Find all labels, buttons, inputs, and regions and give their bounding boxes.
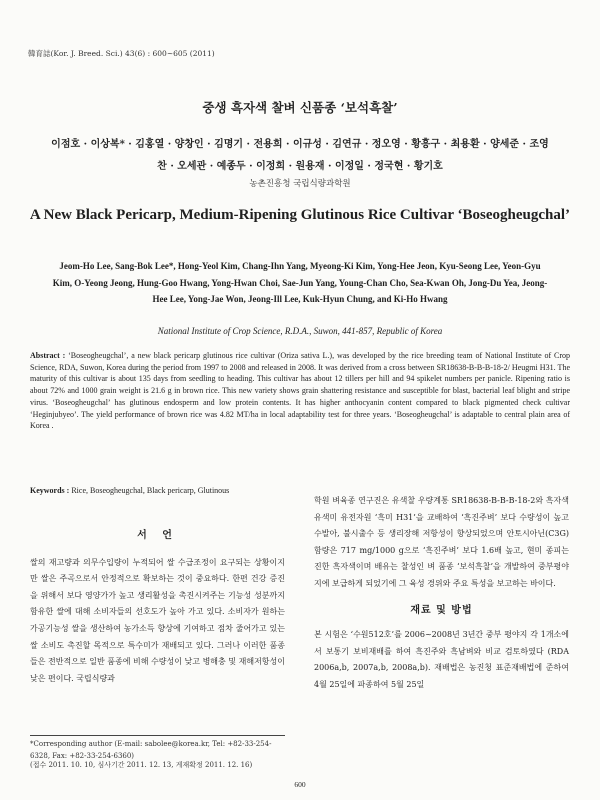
- received-dates: (접수 2011. 10. 10, 심사기간 2011. 12. 13, 게재확정 2011. 12. 16): [30, 761, 253, 769]
- journal-reference: 韓育誌(Kor. J. Breed. Sci.) 43(6) : 600~605 (2011): [28, 49, 215, 58]
- english-authors: Jeom-Ho Lee, Sang-Bok Lee*, Hong-Yeol Kim, Chang-Ihn Yang, Myeong-Ki Kim, Yong-Hee Jeon, Kyu-Seong Lee, Yeon-Gyu Kim, O-Yeong Jeong, Hung-Goo Hwang, Yong-Hwan Choi, Sae-Jun Yang, Young-Chan Cho, Sea-Kwan Oh, Jong-Du Yea, Jeong-Hee Lee, Yong-Jae Won, Jeong-Ill Lee, Kuk-Hyun Chung, and Ki-Ho Hwang: [52, 261, 548, 304]
- footnote-rule: [30, 735, 285, 736]
- korean-title: 중생 흑자색 찰벼 신품종 ‘보석흑찰’: [202, 100, 398, 115]
- page-number: 600: [294, 780, 306, 789]
- left-column: [30, 528, 285, 687]
- corresponding-author-footnote: *Corresponding author (E-mail: sabolee@korea.kr, Tel: +82-33-254-6328, Fax: +82-33-254-6360): [30, 740, 272, 760]
- right-column: [314, 493, 569, 694]
- intro-heading: 서 언: [137, 530, 178, 541]
- abstract-label: Abstract :: [30, 351, 66, 360]
- korean-authors: 이점호 · 이상복* · 김홍열 · 양창인 · 김명기 · 전용희 · 이규성 · 김연규 · 정오영 · 황흥구 · 최용환 · 양세준 · 조영찬 · 오세관 · 예종두 · 이정희 · 원용재 · 이정일 · 정국현 · 황기호: [51, 139, 549, 172]
- abstract: [30, 350, 570, 432]
- abstract-text: ‘Boseogheugchal’, a new black pericarp glutinous rice cultivar (Oriza sativa L.), was developed by the rice breeding team of National Institute of Crop Science, RDA, Suwon, Korea during the period from 1997 to 2008 and released in 2008. It was derived from a cross between SR18638-B-B-B-18-2/ Heugmi H31. The maturity of this cultivar is about 135 days from seedling to heading. This cultivar has about 12 tillers per hill and 94 spikelet numbers per panicle. Ripening ratio is about 72% and 1000 grain weight is 21.6 g in brown rice. This new variety shows grain shattering resistance and susceptible for blast, bacterial leaf blight and stripe virus. ‘Boseogheugchal’ has glutinous endosperm and low protein contents. It has higher anthocyanin content compared to black pigmented check cultivar ‘Heginjubyeo’. The yield performance of brown rice was 4.82 MT/ha in local adaptability test for three years. ‘Boseogheugchal’ is adaptable to central plain area of Korea .: [30, 351, 570, 431]
- intro-continued-text: 학원 벼육종 연구진은 유색찰 우량계통 SR18638-B-B-B-18-2와 흑자색 유색미 유전자원 ‘흑미 H31’을 교배하여 ‘흑진주벼’ 보다 수량성이 높고 수발아, 불시출수 등 생리장해 저항성이 향상되었으며 안토시아닌(C3G) 함량은 717 mg/1000 g으로 ‘흑진주벼’ 보다 1.6배 높고, 현미 종피는 진한 흑자색이며 배유는 찰성인 벼 품종 ‘보석흑찰’을 개발하여 중부평야지에 보급하게 되었기에 그 육성 경위와 주요 특성을 보고하는 바이다.: [314, 496, 569, 588]
- english-affiliation: National Institute of Crop Science, R.D.A., Suwon, 441-857, Republic of Korea: [157, 326, 443, 336]
- english-title: A New Black Pericarp, Medium-Ripening Glutinous Rice Cultivar ‘Boseogheugchal’: [29, 207, 571, 223]
- keywords-label: Keywords :: [30, 486, 70, 495]
- methods-heading: 재료 및 방법: [410, 604, 473, 616]
- korean-affiliation: 농촌진흥청 국립식량과학원: [249, 179, 351, 189]
- methods-text: 본 시험은 ‘수원512호’를 2006~2008년 3년간 중부 평야지 각 1개소에서 보통기 보비재배를 하여 흑진주와 흑남벼와 비교 검토하였다 (RDA 2006a,b, 2007a,b, 2008a,b). 재배법은 농진청 표준재배법에 준하여 4월 25일에 파종하여 5월 25일: [314, 630, 569, 689]
- intro-text: 쌀의 재고량과 의무수입량이 누적되어 쌀 수급조정이 요구되는 상황이지만 쌀은 주곡으로서 안정적으로 확보하는 것이 중요하다. 한편 건강 증진을 위해서 보다 영양가가 높고 생리활성을 촉진시켜주는 기능성 성분까지 함유한 쌀에 대해 소비자들의 선호도가 높아 가고 있다. 소비자가 원하는 가공기능성 쌀을 생산하여 농가소득 향상에 기여하고 점차 줄어가고 있는 쌀 소비도 촉진할 목적으로 특수미가 재배되고 있다. 그러나 이러한 품종들은 전반적으로 일반 품종에 비해 수량성이 낮고 병해충 및 재해저항성이 낮은 편이다. 국립식량과: [30, 557, 285, 683]
- keywords-text: Rice, Boseogheugchal, Black pericarp, Glutinous: [69, 486, 230, 495]
